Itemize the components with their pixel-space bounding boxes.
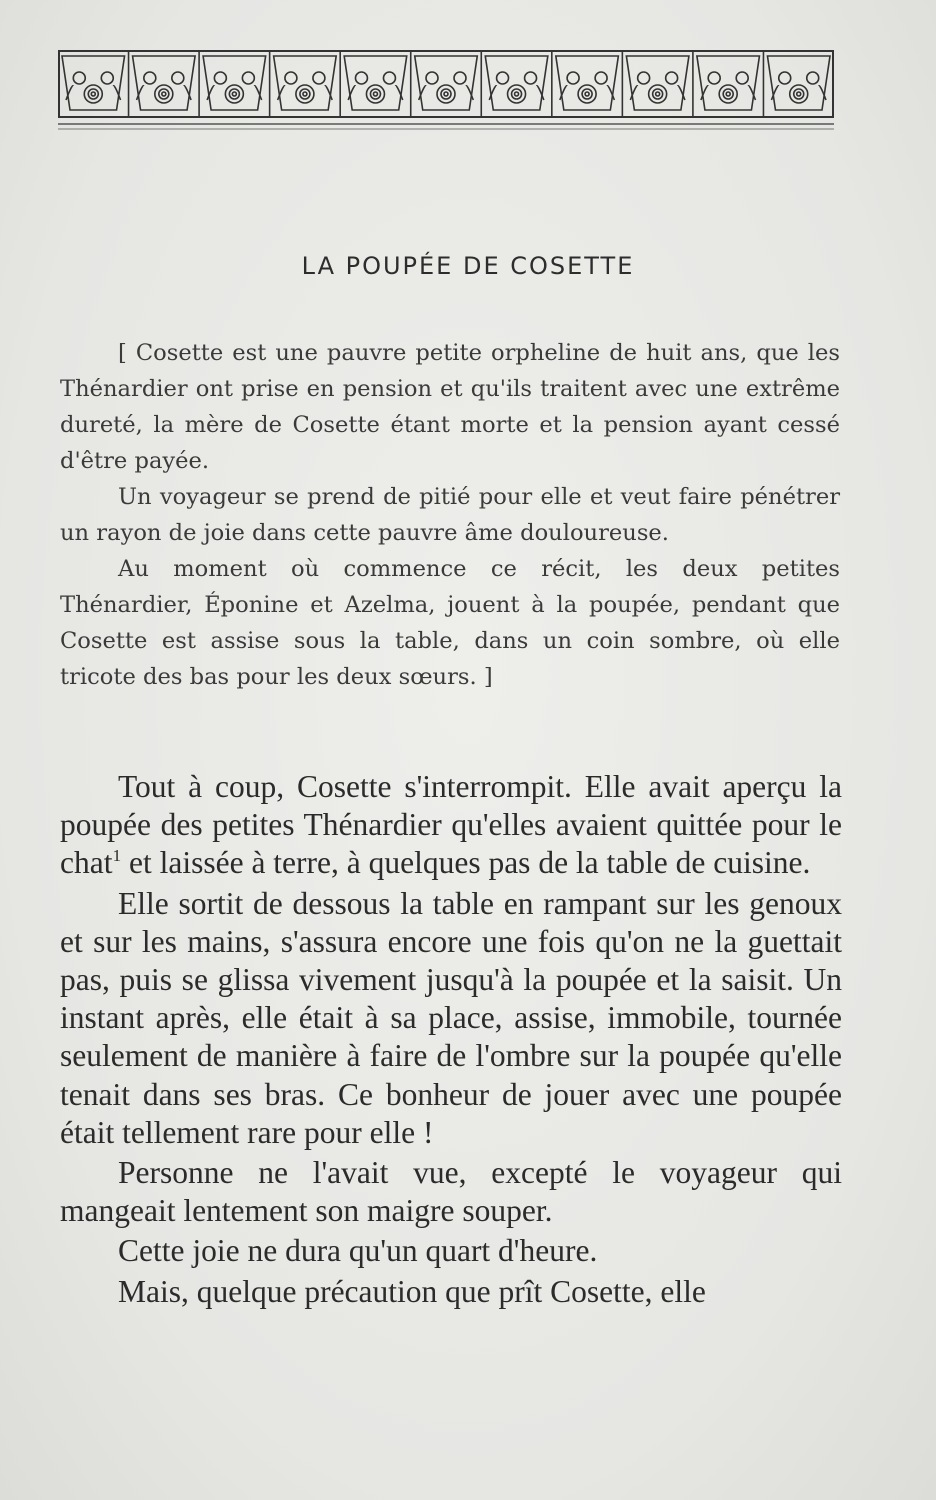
border-motif — [693, 52, 760, 116]
border-motif — [481, 52, 548, 116]
border-motif — [199, 52, 266, 116]
border-motif — [270, 52, 337, 116]
main-paragraph: Cette joie ne dura qu'un quart d'heure. — [118, 1233, 598, 1269]
intro-paragraph: [ Cosette est une pauvre petite orpheline de huit ans, que les Thénardier ont prise en pension et qu'ils traitent avec une extrême dureté, la mère de Cosette étant morte et la pension ayant cessé d'être payée. — [60, 340, 840, 474]
main-paragraph — [60, 768, 842, 883]
chapter-title: LA POUPÉE DE COSETTE — [301, 252, 635, 280]
main-text-segment: et laissée à terre, à quelques pas de la table de cuisine. — [121, 845, 811, 881]
border-motif — [129, 52, 196, 116]
main-paragraph: Elle sortit de dessous la table en rampant sur les genoux et sur les mains, s'assura encore une fois qu'on ne la guettait pas, puis se glissa vivement jusqu'à la poupée et la saisit. Un instant après, elle était à sa place, assise, immobile, tournée seulement de manière à faire de l'ombre sur la poupée qu'elle tenait dans ses bras. Ce bonheur de jouer avec une poupée était tellement rare pour elle ! — [60, 885, 842, 1150]
border-motif — [622, 52, 689, 116]
intro-text — [60, 335, 840, 695]
main-text-segment: Tout à coup, Cosette s'interrompit. Elle avait aperçu la poupée des petites Thénardier qu'elles avaient quittée pour le chat — [60, 769, 842, 881]
main-text — [60, 768, 842, 1311]
footnote-marker: 1 — [112, 846, 122, 866]
border-motif — [340, 52, 407, 116]
border-motif — [411, 52, 478, 116]
border-motif — [763, 52, 830, 116]
border-motif — [58, 52, 125, 116]
main-paragraph: Mais, quelque précaution que prît Cosette, elle — [118, 1273, 706, 1309]
ornamental-border — [58, 50, 834, 132]
intro-paragraph: Au moment où commence ce récit, les deux petites Thénardier, Éponine et Azelma, jouent à la poupée, pendant que Cosette est assise sous la table, dans un coin sombre, où elle tricote des bas pour les deux sœurs. ] — [60, 556, 840, 690]
border-motif — [552, 52, 619, 116]
main-paragraph: Personne ne l'avait vue, excepté le voyageur qui mangeait lentement son maigre souper. — [60, 1155, 842, 1229]
intro-paragraph: Un voyageur se prend de pitié pour elle et veut faire pénétrer un rayon de joie dans cette pauvre âme douloureuse. — [60, 484, 840, 546]
